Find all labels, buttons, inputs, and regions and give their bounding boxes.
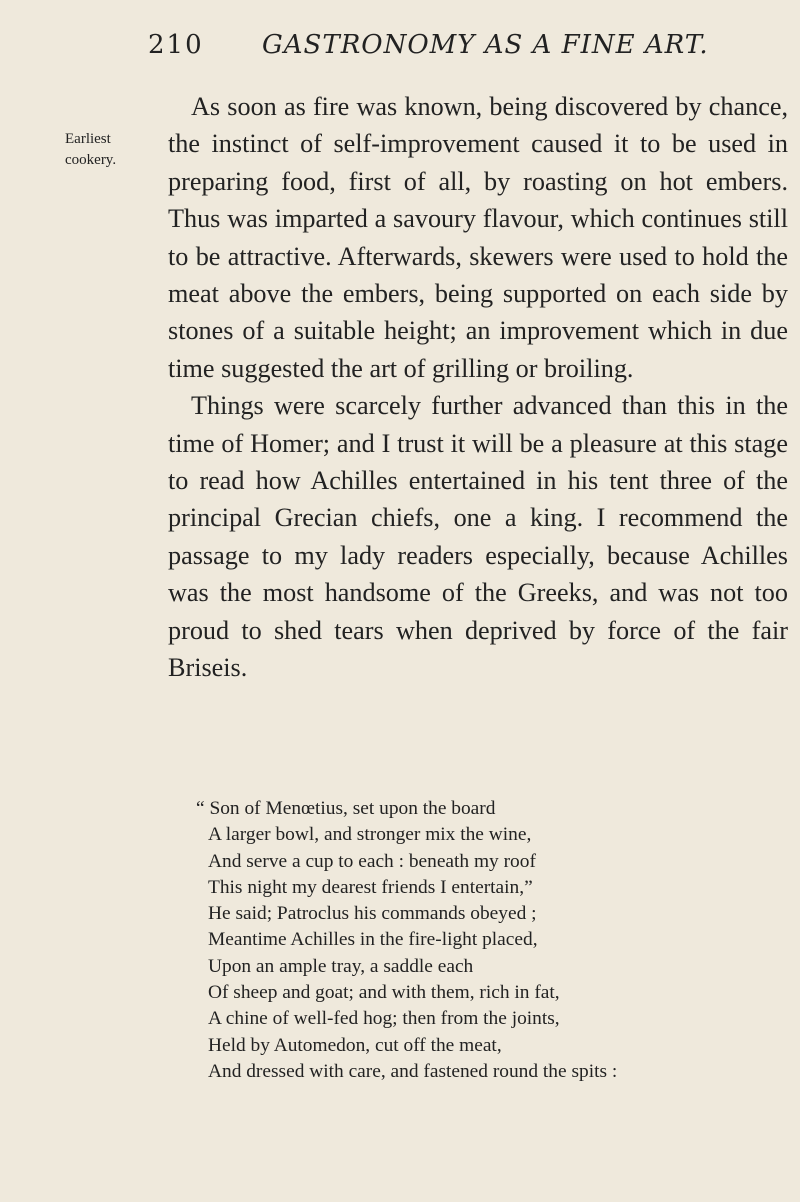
- poem-line: He said; Patroclus his commands obeyed ;: [208, 903, 537, 925]
- paragraph: As soon as fire was known, being discovered by chance, the instinct of self-improvement caused it to be used in preparing food, first of all, by roasting on hot embers. Thus was imparted a savoury flavour, which continues still to be attractive. Afterwards, skewers were used to hold the meat above the embers, being supported on each side by stones of a suitable height; an improvement which in due time suggested the art of grilling or broiling.: [168, 92, 788, 383]
- paragraph: Things were scarcely further advanced than this in the time of Homer; and I trust it will be a pleasure at this stage to read how Achilles entertained in his tent three of the principal Grecian chiefs, one a king. I recommend the passage to my lady readers especially, because Achilles was the most handsome of the Greeks, and was not too proud to shed tears when deprived by force of the fair Briseis.: [168, 391, 788, 683]
- page-number: 210: [148, 30, 204, 60]
- poem-line: Of sheep and goat; and with them, rich in fat,: [208, 982, 560, 1004]
- poem-line: Upon an ample tray, a saddle each: [208, 955, 474, 977]
- poem-quotation: [196, 796, 796, 1085]
- poem-line: “ Son of Menœtius, set upon the board: [196, 798, 496, 819]
- body-text: [168, 88, 788, 687]
- poem-line: This night my dearest friends I entertain,”: [208, 876, 533, 898]
- margin-note-line: Earliest: [65, 131, 111, 147]
- poem-line: And serve a cup to each : beneath my roof: [208, 850, 536, 872]
- poem-line: A larger bowl, and stronger mix the wine,: [208, 824, 532, 846]
- poem-line: And dressed with care, and fastened round the spits :: [208, 1060, 618, 1082]
- margin-note: [65, 129, 165, 171]
- poem-line: Held by Automedon, cut off the meat,: [208, 1034, 502, 1056]
- poem-line: Meantime Achilles in the fire-light placed,: [208, 929, 538, 951]
- running-head: [148, 30, 788, 66]
- running-title: GASTRONOMY AS A FINE ART.: [262, 30, 709, 60]
- margin-note-line: cookery.: [65, 152, 117, 168]
- poem-line: A chine of well-fed hog; then from the joints,: [208, 1008, 560, 1030]
